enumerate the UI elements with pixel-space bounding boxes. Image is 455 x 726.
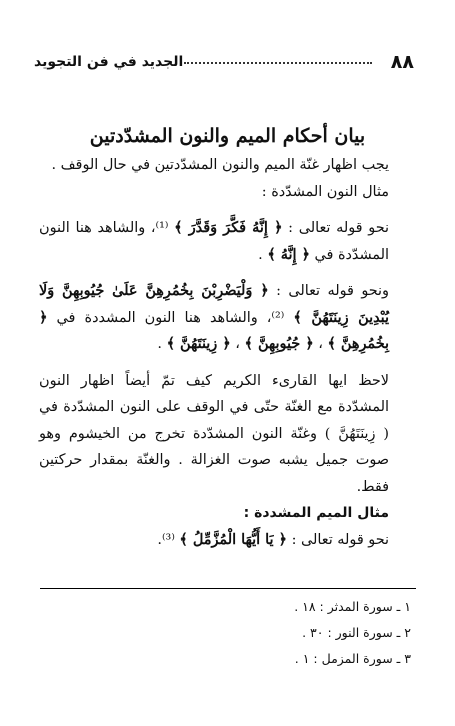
quran-word: ﴿ بِخُمُرِهِنَّ ﴾ xyxy=(39,308,389,352)
paragraph-note: لاحظ ايها القارىء الكريم كيف تمّ أيضاً اظهار النون المشدّدة مع الغنّة حتّى في الوقف على النون المشدّدة في ( زِينَتَهُنَّ ) وغنّة النون المشدّدة تخرج من الخيشوم وهو صوت جميل يشبه صوت الغزالة . والغنّة بمقدار حركتين فقط. xyxy=(39,372,389,495)
quran-verse: ﴿ إِنَّهُ فَكَّرَ وَقَدَّرَ ﴾ xyxy=(174,219,283,236)
running-header xyxy=(34,50,414,76)
quran-word: ﴿ زِينَتَهُنَّ ﴾ xyxy=(166,335,231,352)
book-title: الجديد في فن التجويد xyxy=(34,54,184,70)
body-text xyxy=(39,152,415,553)
example-mim-heading: مثال الميم المشددة : xyxy=(243,505,389,521)
footnote: ٣ ـ سورة المزمل : ١ . xyxy=(294,651,411,666)
quran-verse: ﴿ وَلْيَضْرِبْنَ بِخُمُرِهِنَّ عَلَىٰ جُيُوبِهِنَّ وَلَا يُبْدِينَ زِينَتَهُنَّ ﴾ xyxy=(39,282,390,326)
paragraph-example-2: ونحو قوله تعالى : ﴿ وَلْيَضْرِبْنَ بِخُمُرِهِنَّ عَلَىٰ جُيُوبِهِنَّ وَلَا يُبْدِينَ زِينَتَهُنَّ ﴾ ⁽²⁾، والشاهد هنا النون المشددة في ﴿ بِخُمُرِهِنَّ ﴾ ، ﴿ جُيُوبِهِنَّ ﴾ ، ﴿ زِينَتَهُنَّ ﴾ . xyxy=(39,282,390,352)
example-nun-heading: مثال النون المشدّدة : xyxy=(261,183,389,200)
footnote: ٢ ـ سورة النور : ٣٠ . xyxy=(302,625,411,640)
section-title: بيان أحكام الميم والنون المشدّدتين xyxy=(89,125,366,147)
paragraph-example-1: نحو قوله تعالى : ﴿ إِنَّهُ فَكَّرَ وَقَدَّرَ ﴾ ⁽¹⁾، والشاهد هنا النون المشدّدة في ﴿ إِنَّهُ ﴾ . xyxy=(39,219,389,263)
paragraph-rule: يجب اظهار غنّة الميم والنون المشدّدتين في حال الوقف . xyxy=(51,157,389,173)
paragraph-example-3: نحو قوله تعالى : ﴿ يَا أَيُّهَا الْمُزَّمِّلُ ﴾ ⁽³⁾. xyxy=(157,530,389,548)
page-number: ٨٨ xyxy=(390,51,414,73)
footnote-divider xyxy=(40,588,416,589)
quran-word: ﴿ إِنَّهُ ﴾ xyxy=(267,245,310,263)
header-dot-leader xyxy=(184,62,372,64)
quran-word: ﴿ جُيُوبِهِنَّ ﴾ xyxy=(244,335,314,352)
quran-verse: ﴿ يَا أَيُّهَا الْمُزَّمِّلُ ﴾ xyxy=(179,530,287,548)
footnote: ١ ـ سورة المدثر : ١٨ . xyxy=(294,599,411,614)
